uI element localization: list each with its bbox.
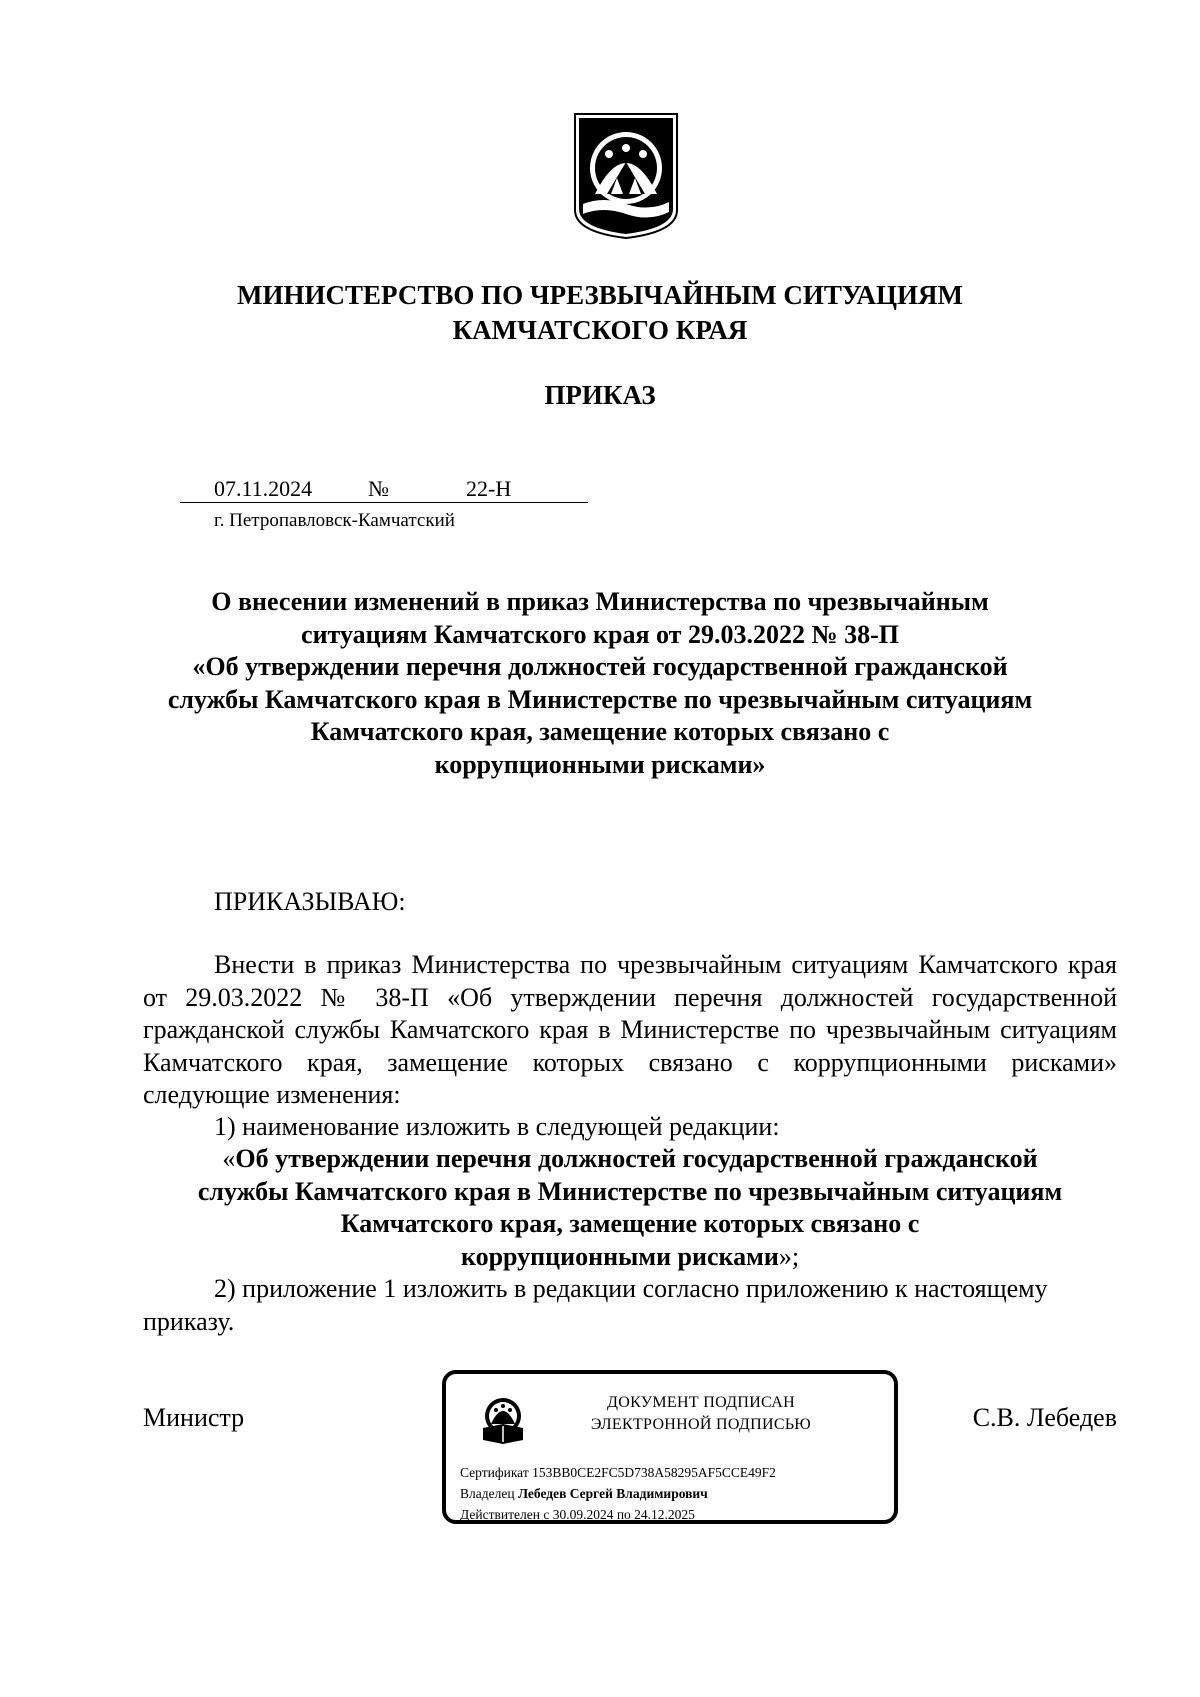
body-item-2: 2) приложение 1 изложить в редакции согласно приложению к настоящему приказу. — [143, 1274, 1048, 1336]
quote-line-2 — [143, 1176, 1117, 1209]
subject-line-2: ситуациям Камчатского края от 29.03.2022 № 38-П — [301, 619, 899, 649]
certificate-label: Сертификат — [460, 1465, 529, 1480]
subject-line-1: О внесении изменений в приказ Министерства по чрезвычайным — [211, 587, 989, 616]
ministry-name — [0, 278, 1200, 348]
valid-from-value: 30.09.2024 — [552, 1507, 614, 1522]
quote-text-2: службы Камчатского края в Министерстве по чрезвычайным ситуациям — [197, 1176, 1063, 1206]
stamp-validity-row — [460, 1504, 776, 1525]
stamp-details — [460, 1462, 776, 1525]
owner-value: Лебедев Сергей Владимирович — [517, 1486, 708, 1501]
document-type: ПРИКАЗ — [544, 380, 656, 410]
quote-text-3: Камчатского края, замещение которых связано с — [340, 1209, 920, 1238]
order-word: ПРИКАЗЫВАЮ: — [214, 887, 406, 916]
valid-from-label: с — [543, 1507, 550, 1522]
quote-line-3 — [143, 1208, 1117, 1241]
document-subject — [0, 586, 1200, 781]
signer-role: Министр — [143, 1403, 245, 1432]
stamp-heading-line-2: ЭЛЕКТРОННОЙ ПОДПИСЬЮ — [590, 1416, 812, 1433]
quote-line-1 — [143, 1143, 1117, 1176]
document-city: г. Петропавловск-Камчатский — [214, 510, 455, 531]
subject-line-3: «Об утверждении перечня должностей государственной гражданской — [192, 652, 1008, 681]
document-date: 07.11.2024 — [214, 476, 313, 501]
valid-to-value: 24.12.2025 — [634, 1507, 695, 1522]
quote-close-mark: »; — [778, 1241, 800, 1271]
ministry-line-1: МИНИСТЕРСТВО ПО ЧРЕЗВЫЧАЙНЫМ СИТУАЦИЯМ — [237, 280, 963, 310]
requisites-underline — [180, 502, 588, 503]
stamp-certificate-row — [460, 1462, 776, 1483]
subject-line-6: коррупционными рисками» — [434, 749, 766, 779]
body-paragraph-1: Внести в приказ Министерства по чрезвычайным ситуациям Камчатского края от 29.03.2022 № 38-П «Об утверждении перечня должностей государственной гражданской службы Камчатского края в Министерстве по чрезвычайным ситуациям Камчатского края, замещение которых связано с коррупционными рисками» следующие изменения: — [143, 950, 1117, 1109]
owner-label: Владелец — [460, 1486, 515, 1501]
stamp-owner-row — [460, 1483, 776, 1504]
subject-line-5: Камчатского края, замещение которых связано с — [310, 717, 890, 746]
valid-label: Действителен — [460, 1507, 540, 1522]
subject-line-4: службы Камчатского края в Министерстве по чрезвычайным ситуациям — [167, 684, 1033, 714]
stamp-heading — [556, 1392, 846, 1436]
number-sign: № — [368, 476, 389, 501]
quote-open-mark: « — [222, 1144, 236, 1173]
stamp-emblem-icon — [479, 1394, 527, 1446]
document-number: 22-Н — [466, 476, 512, 501]
ministry-line-2: КАМЧАТСКОГО КРАЯ — [452, 315, 748, 345]
quote-line-4 — [143, 1241, 1117, 1274]
electronic-signature-stamp — [442, 1370, 898, 1524]
stamp-heading-line-1: ДОКУМЕНТ ПОДПИСАН — [607, 1394, 795, 1411]
body-item-1: 1) наименование изложить в следующей редакции: — [214, 1112, 780, 1141]
quote-text-4: коррупционными рисками — [460, 1241, 779, 1271]
new-title-quote — [143, 1143, 1117, 1273]
valid-to-label: по — [616, 1507, 631, 1522]
signer-name: С.В. Лебедев — [972, 1403, 1117, 1432]
coat-of-arms-icon — [573, 112, 679, 240]
quote-text-1: Об утверждении перечня должностей государственной гражданской — [235, 1144, 1038, 1173]
certificate-value: 153BB0CE2FC5D738A58295AF5CCE49F2 — [532, 1465, 776, 1480]
